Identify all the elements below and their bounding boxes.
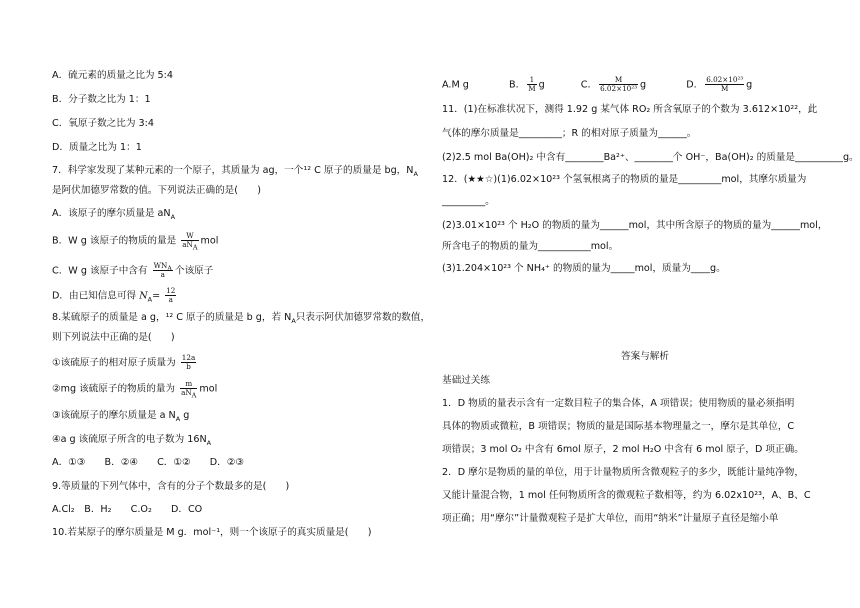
fraction-numerator: W xyxy=(181,232,198,241)
fraction-denominator xyxy=(181,240,198,252)
q7-stem-line2: 是阿伏加德罗常数的值。下列说法正确的是( ) xyxy=(52,185,261,196)
q8-statement-2-text: ②mg 该硫原子的物质的量为 xyxy=(52,383,176,395)
fraction-den-sub: A xyxy=(191,391,197,400)
q10-option-a: A.M g xyxy=(442,79,469,91)
fraction-numerator: 12a xyxy=(181,353,196,362)
q10-option-d-unit: g xyxy=(746,79,753,91)
q8-na-sub: A xyxy=(291,316,296,325)
q7-option-b xyxy=(52,231,219,252)
fraction-denominator xyxy=(180,388,197,400)
answer-1-line1: 1．D 物质的量表示含有一定数目粒子的集合体，A 项错误；使用物质的量必须指明 xyxy=(442,398,795,409)
q10-stem: 10.若某原子的摩尔质量是 M g．mol⁻¹，则一个该原子的真实质量是( ) xyxy=(52,527,372,538)
q7-option-c-fraction xyxy=(153,262,173,279)
q6-option-d: D．质量之比为 1：1 xyxy=(52,142,142,153)
q6-option-b: B．分子数之比为 1：1 xyxy=(52,94,151,105)
q10-options xyxy=(442,76,752,93)
fraction-numerator: 12 xyxy=(166,286,176,295)
q8-statement-2 xyxy=(52,379,218,400)
answer-1-line2: 具体的物质或微粒，B 项错误；物质的量是国际基本物理量之一，摩尔是其单位，C xyxy=(442,421,795,432)
q10-option-b-label: B． xyxy=(509,79,526,91)
answer-2-line1: 2．D 摩尔是物质的量的单位，用于计量物质所含微观粒子的多少，既能计量纯净物， xyxy=(442,467,804,478)
fraction-denominator: M xyxy=(721,84,729,93)
answer-2-line2: 又能计量混合物，1 mol 任何物质所含的微观粒子数相等，约为 6.02x10²³，A、B、C xyxy=(442,490,811,501)
q9-options: A.Cl₂ B．H₂ C.O₂ D．CO xyxy=(52,504,203,515)
answer-2-line3: 项正确；用“摩尔”计量微观粒子是扩大单位，而用“纳米”计量原子直径是缩小单 xyxy=(442,513,779,524)
fraction-numerator: m xyxy=(180,380,197,389)
section-title: 基础过关练 xyxy=(442,375,490,386)
q6-option-c: C．氧原子数之比为 3:4 xyxy=(52,118,154,129)
fraction-numerator: M xyxy=(599,76,638,85)
fraction-den-text: aN xyxy=(181,388,192,397)
answer-title: 答案与解析 xyxy=(621,351,669,362)
q10-option-c-label: C． xyxy=(580,79,598,91)
q8-statement-2-fraction xyxy=(180,379,197,400)
q8-statement-2-unit: mol xyxy=(199,383,218,395)
fraction-denominator: 6.02×10²³ xyxy=(600,84,638,93)
fraction-numerator: 6.02×10²³ xyxy=(706,75,744,84)
q7-option-c xyxy=(52,262,213,279)
q7-na-subscript: A xyxy=(413,169,418,178)
fraction-denominator: a xyxy=(160,270,165,279)
q10-option-b-unit: g xyxy=(538,79,545,91)
q8-options: A．①③ B．②④ C．①② D．②③ xyxy=(52,457,244,468)
q12-line4: 所含电子的物质的量为___________mol。 xyxy=(442,241,619,252)
q7-option-c-tail: 个该原子 xyxy=(174,265,214,277)
q8-statement-3-sub: A xyxy=(175,414,181,423)
q7-option-d-lhs: N xyxy=(139,290,148,302)
fraction-denominator: a xyxy=(168,295,173,304)
q11-line3: (2)2.5 mol Ba(OH)₂ 中含有________Ba²⁺、________个 OH⁻，Ba(OH)₂ 的质量是__________g。 xyxy=(442,152,859,163)
q8-statement-3-unit: g xyxy=(183,410,190,421)
q7-option-d-text: D．由已知信息可得 xyxy=(52,290,137,302)
q7-stem-text: 7．科学家发现了某种元素的一个原子，其质量为 ag，一个¹² C 原子的质量是 bg，N xyxy=(52,165,414,176)
q8-statement-1-text: ①该硫原子的相对原子质量为 xyxy=(52,357,176,369)
q10-option-b-fraction xyxy=(527,76,536,93)
fraction-denominator: M xyxy=(528,84,536,93)
q7-option-d xyxy=(52,287,178,304)
q12-line1: 12．(★★☆)(1)6.02×10²³ 个氢氧根离子的物质的量是_________mol，其摩尔质量为 xyxy=(442,174,807,185)
q8-statement-4-text: ④a g 该硫原子所含的电子数为 16N xyxy=(52,434,207,445)
q7-option-d-eq: = xyxy=(152,290,161,302)
fraction-den-sub: A xyxy=(192,243,198,252)
q8-statement-3-text: ③该硫原子的摩尔质量是 a N xyxy=(52,410,176,421)
q9-stem: 9.等质量的下列气体中，含有的分子个数最多的是( ) xyxy=(52,481,290,492)
fraction-numerator: 1 xyxy=(527,76,536,85)
q7-option-a xyxy=(52,208,175,220)
q7-option-b-text: B．W g 该原子的物质的量是 xyxy=(52,235,177,247)
q8-statement-4-sub: A xyxy=(206,438,212,447)
fraction-num-sub: A xyxy=(167,264,172,273)
q10-option-d-fraction xyxy=(705,76,744,93)
q10-option-d-label: D． xyxy=(686,79,704,91)
fraction-den-text: aN xyxy=(182,240,193,249)
q7-option-b-unit: mol xyxy=(200,235,219,247)
answer-1-line3: 项错误；3 mol O₂ 中含有 6mol 原子，2 mol H₂O 中含有 6 mol 原子，D 项正确。 xyxy=(442,444,804,455)
q7-option-a-sub: A xyxy=(170,212,176,221)
q8-statement-1 xyxy=(52,354,198,371)
q6-option-a: A．硫元素的质量之比为 5:4 xyxy=(52,70,173,81)
q7-option-d-fraction xyxy=(165,287,176,304)
q7-stem-line1 xyxy=(52,165,418,177)
q7-option-d-sub: A xyxy=(147,295,153,304)
q10-option-c-fraction xyxy=(599,76,638,93)
q12-line5: (3)1.204×10²³ 个 NH₄⁺ 的物质的量为_____mol，质量为____g。 xyxy=(442,263,726,274)
q11-line2: 气体的摩尔质量是_________；R 的相对原子质量为______。 xyxy=(442,128,697,139)
q8-stem-tail: 只表示阿伏加德罗常数的数值， xyxy=(295,312,431,323)
q12-line2: _________。 xyxy=(442,196,495,207)
q8-stem-line2: 则下列说法中正确的是( ) xyxy=(52,332,175,343)
q8-statement-1-fraction xyxy=(181,354,196,371)
q8-statement-4 xyxy=(52,434,211,446)
q8-statement-3 xyxy=(52,410,189,422)
q8-stem-line1 xyxy=(52,312,430,324)
fraction-denominator: b xyxy=(186,362,191,371)
q11-line1: 11．(1)在标准状况下，测得 1.92 g 某气体 RO₂ 所含氧原子的个数为 3.612×10²²，此 xyxy=(442,104,818,115)
q8-stem-text: 8.某硫原子的质量是 a g，¹² C 原子的质量是 b g，若 N xyxy=(52,312,292,323)
fraction-num-text: WN xyxy=(153,261,168,270)
q7-option-b-fraction xyxy=(181,231,198,252)
q7-option-c-text: C．W g 该原子中含有 xyxy=(52,265,148,277)
q10-option-c-unit: g xyxy=(640,79,647,91)
q7-option-a-text: A．该原子的摩尔质量是 aN xyxy=(52,208,171,219)
q12-line3: (2)3.01×10²³ 个 H₂O 的物质的量为______mol，其中所含原子的物质的量为______mol， xyxy=(442,220,828,231)
